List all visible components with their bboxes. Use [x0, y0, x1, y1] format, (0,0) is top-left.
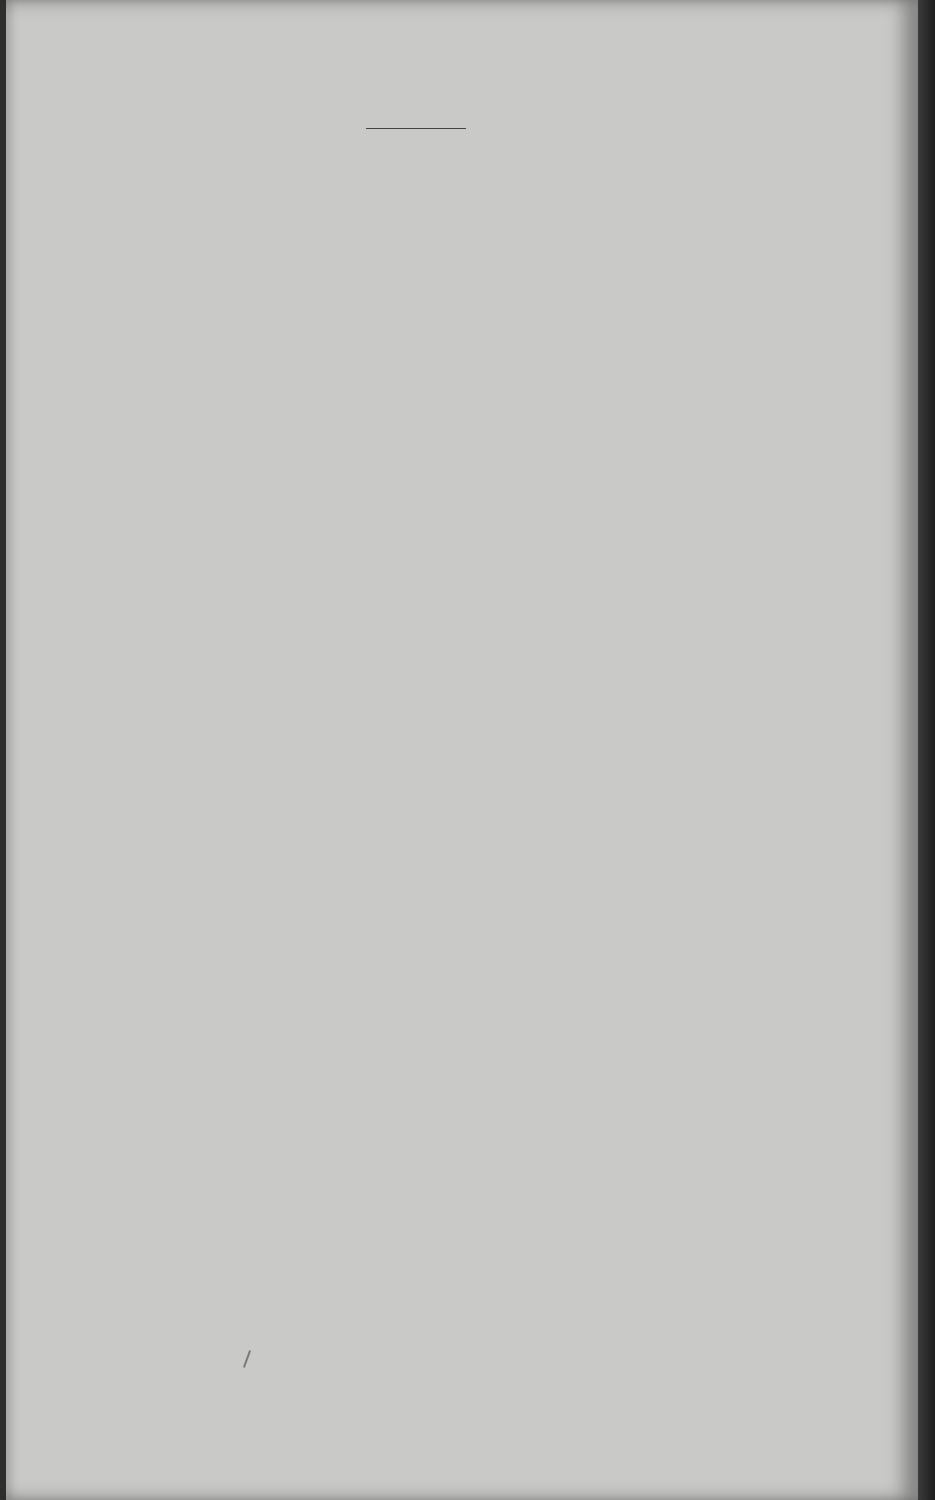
page-number-rule: [366, 128, 466, 129]
pencil-mark: [243, 1350, 251, 1368]
book-edge: [918, 0, 935, 1500]
book-page: [6, 0, 918, 1500]
